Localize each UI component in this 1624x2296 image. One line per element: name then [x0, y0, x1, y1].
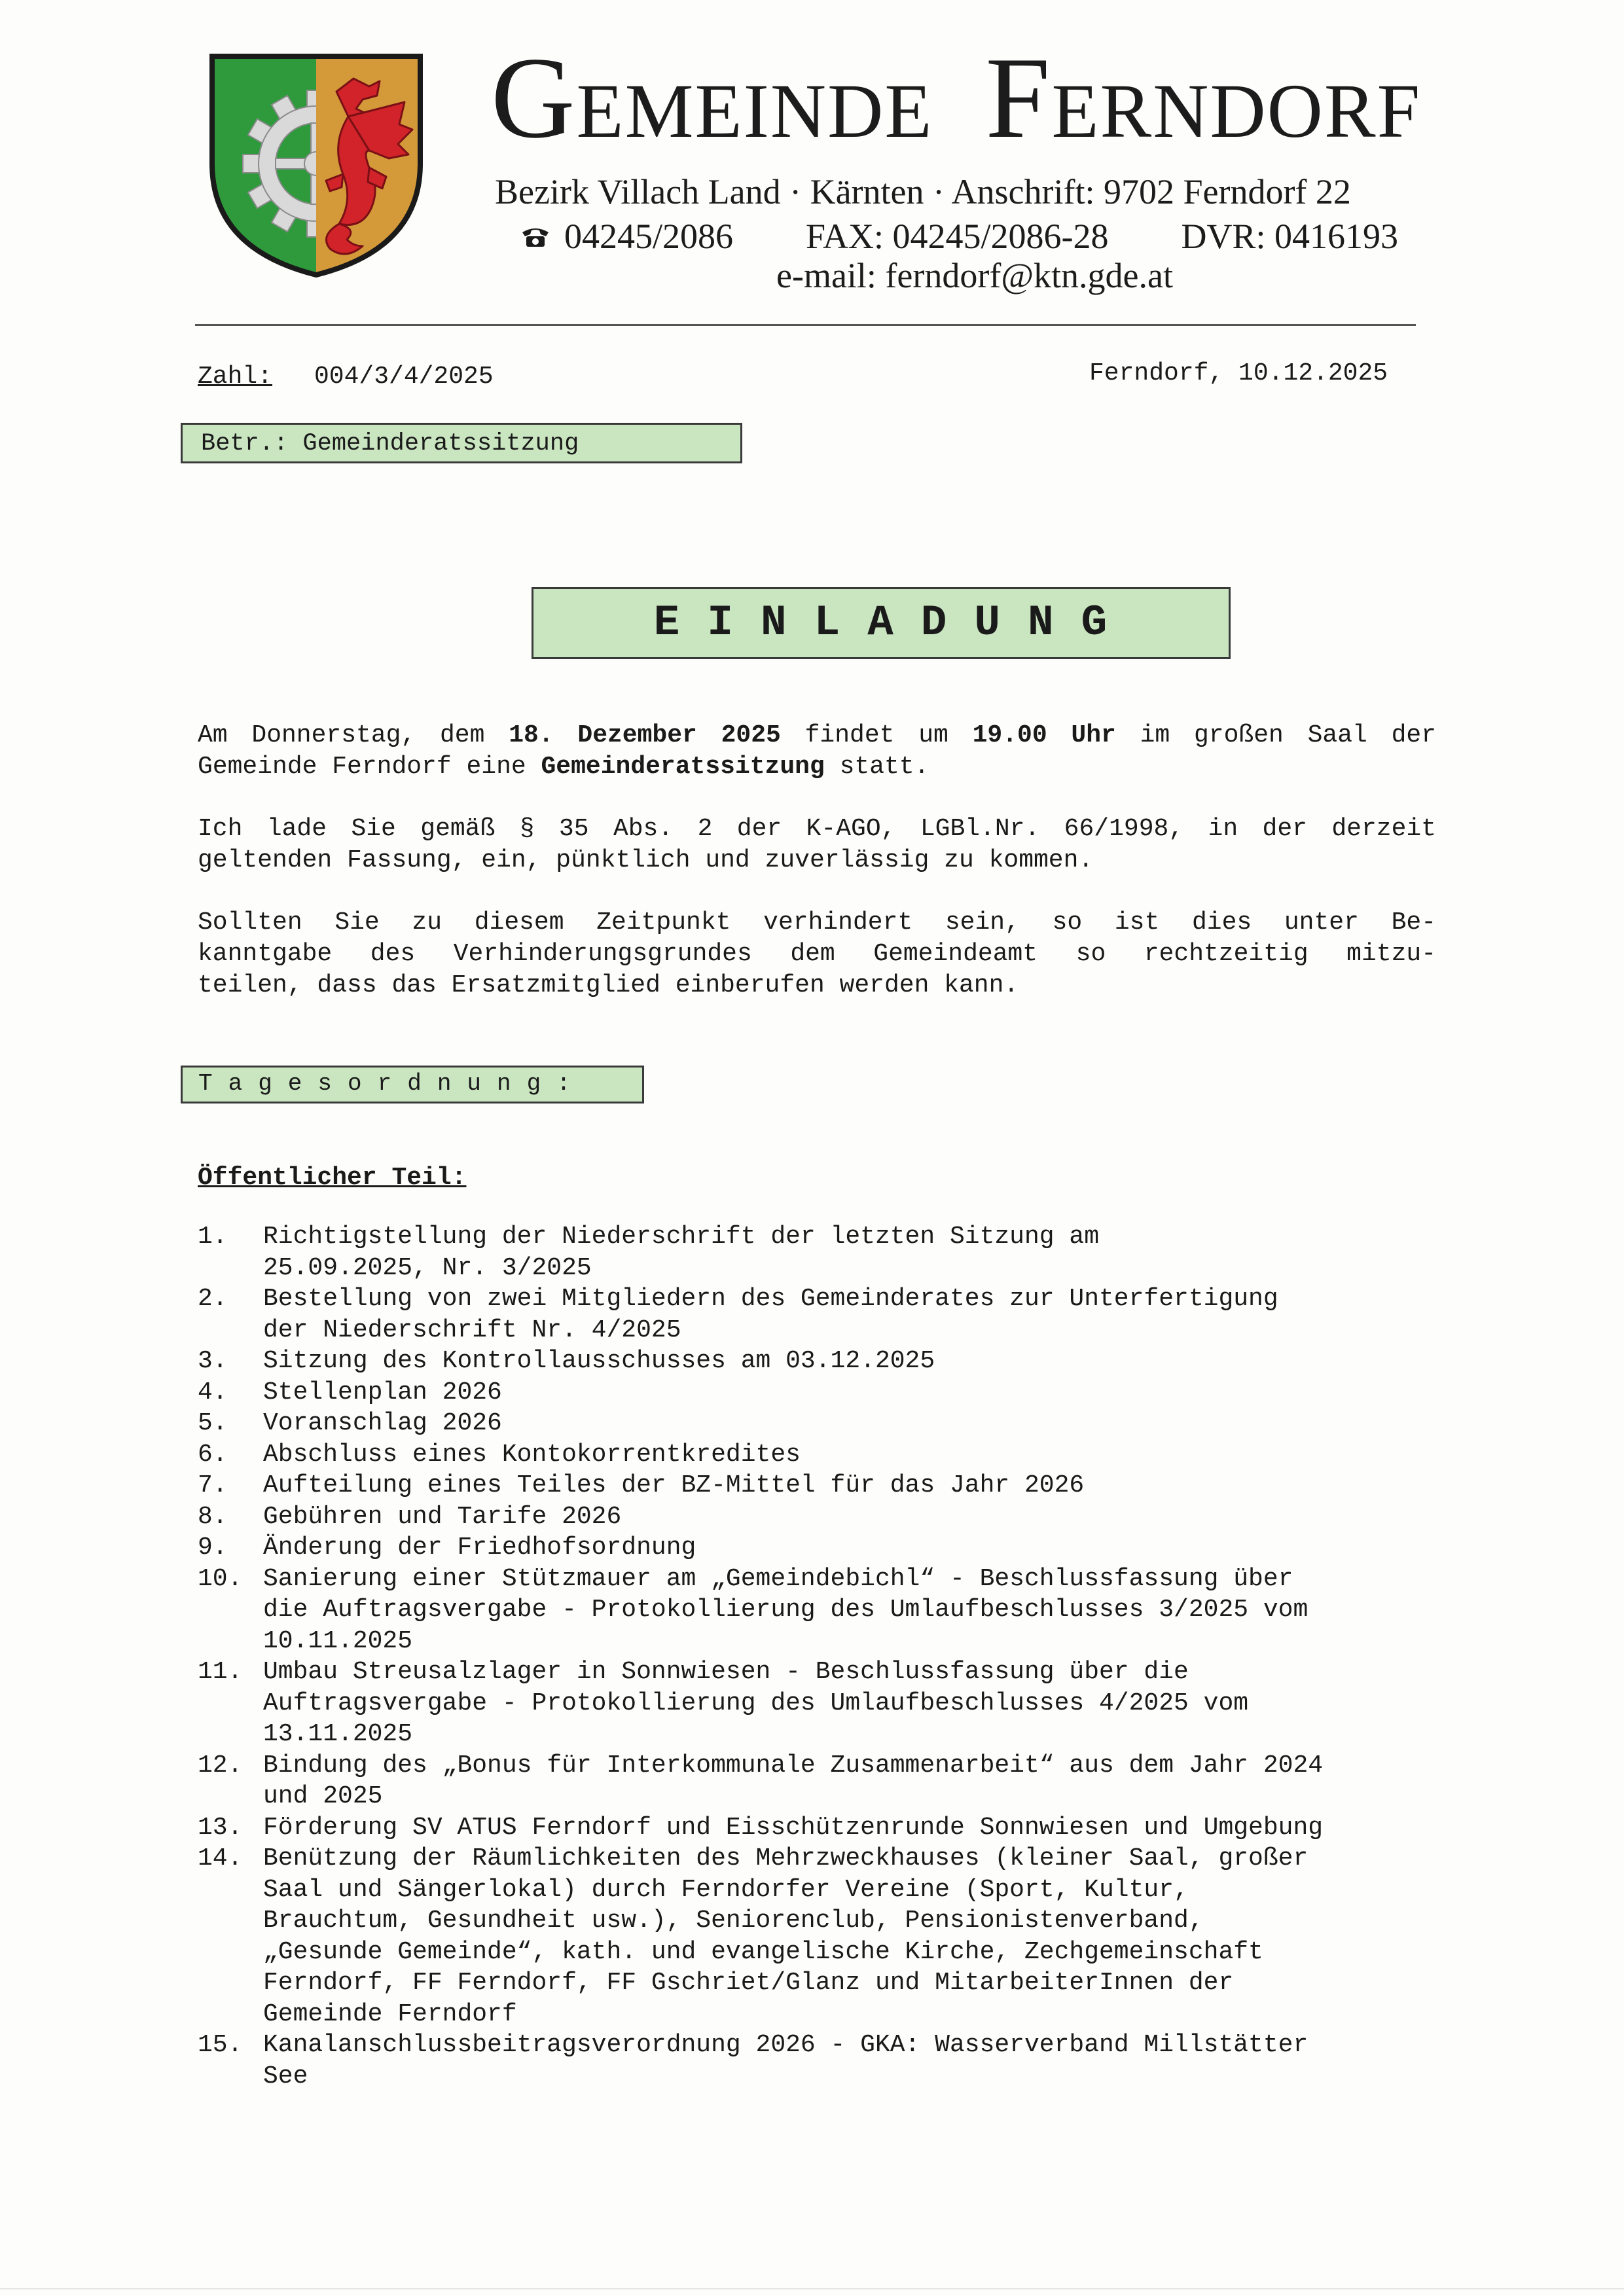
agenda-item-text: Änderung der Friedhofsordnung	[263, 1534, 696, 1562]
scan-edge	[0, 2288, 1624, 2289]
absence-line-1: Sollten Sie zu diesem Zeitpunkt verhindert sein, so ist dies unter Be-	[198, 908, 1436, 937]
agenda-item	[198, 1439, 1441, 1471]
agenda-item-number: 1.	[198, 1223, 228, 1251]
agenda-item-number: 5.	[198, 1409, 228, 1437]
agenda-item-number: 15.	[198, 2031, 243, 2059]
agenda-label-box: Tagesordnung:	[181, 1066, 644, 1103]
title-initial-g: G	[491, 33, 577, 162]
agenda-item-text: Gebühren und Tarife 2026	[263, 1502, 622, 1531]
reference-number: 004/3/4/2025	[314, 363, 494, 391]
title-initial-f: F	[985, 33, 1052, 162]
agenda-item-number: 7.	[198, 1471, 228, 1499]
agenda-item	[198, 1283, 1441, 1346]
agenda-item-number: 9.	[198, 1534, 228, 1562]
agenda-item	[198, 2030, 1441, 2092]
intro-paragraph	[198, 720, 1436, 783]
title-rest-ferndorf: ERNDORF	[1051, 68, 1422, 154]
absence-line-3: teilen, dass das Ersatzmitglied einberufen werden kann.	[198, 971, 1019, 999]
intro-text-c: findet um	[780, 721, 973, 749]
agenda-item	[198, 1843, 1441, 2030]
intro-text-e: im großen Saal der	[1115, 721, 1437, 749]
agenda-item	[198, 1377, 1441, 1408]
intro-text-f: Gemeinde Ferndorf eine	[198, 753, 541, 781]
agenda-item	[198, 1532, 1441, 1564]
fax-number: FAX: 04245/2086-28	[805, 217, 1109, 256]
intro-line-1	[198, 720, 1436, 751]
agenda-item-text: Bestellung von zwei Mitgliedern des Gemeinderates zur Unterfertigung der Niederschrift Nr. 4/2025	[263, 1285, 1278, 1344]
contact-line	[495, 216, 1398, 257]
intro-text-a: Am Donnerstag, dem	[198, 721, 509, 749]
legal-line-1: Ich lade Sie gemäß § 35 Abs. 2 der K-AGO, LGBl.Nr. 66/1998, in der derzeit	[198, 815, 1436, 843]
agenda-item-number: 4.	[198, 1378, 228, 1407]
agenda-item	[198, 1812, 1441, 1844]
agenda-item-text: Benützung der Räumlichkeiten des Mehrzweckhauses (kleiner Saal, großer Saal und Sängerlokal) durch Ferndorfer Vereine (Sport, Kultur, Brauchtum, Gesundheit usw.), Seniorenclub, Pensionistenverband, „Gesunde Gemeinde“, kath. und evangelische Kirche, Zechgemeinschaft Ferndorf, FF Ferndorf, FF Gschriet/Glanz und MitarbeiterInnen der Gemeinde Ferndorf	[263, 1844, 1308, 2028]
agenda-item	[198, 1564, 1441, 1657]
agenda-item-number: 10.	[198, 1564, 243, 1593]
email-address: e-mail: ferndorf@ktn.gde.at	[776, 256, 1173, 295]
public-section-heading: Öffentlicher Teil:	[198, 1164, 467, 1192]
legal-line-2: geltenden Fassung, ein, pünktlich und zuverlässig zu kommen.	[198, 846, 1094, 874]
agenda-item	[198, 1408, 1441, 1439]
agenda-item-text: Kanalanschlussbeitragsverordnung 2026 - GKA: Wasserverband Millstätter See	[263, 2031, 1308, 2090]
agenda-item-text: Voranschlag 2026	[263, 1409, 502, 1437]
agenda-item-text: Sitzung des Kontrollausschusses am 03.12.2025	[263, 1347, 935, 1375]
dvr-number: DVR: 0416193	[1181, 217, 1398, 256]
legal-basis-paragraph	[198, 814, 1436, 876]
subject-box: Betr.: Gemeinderatssitzung	[181, 423, 742, 463]
intro-text-h: statt.	[824, 753, 929, 781]
absence-notice-paragraph	[198, 907, 1436, 1001]
telephone-icon	[521, 224, 550, 248]
agenda-item-number: 3.	[198, 1347, 228, 1375]
agenda-item-text: Förderung SV ATUS Ferndorf und Eisschützenrunde Sonnwiesen und Umgebung	[263, 1813, 1324, 1842]
agenda-item-number: 2.	[198, 1285, 228, 1313]
agenda-item-number: 6.	[198, 1440, 228, 1469]
agenda-item-text: Aufteilung eines Teiles der BZ-Mittel für das Jahr 2026	[263, 1471, 1085, 1499]
agenda-item	[198, 1346, 1441, 1377]
agenda-item-text: Richtigstellung der Niederschrift der letzten Sitzung am 25.09.2025, Nr. 3/2025	[263, 1223, 1100, 1282]
title-rest-gemeinde: EMEINDE	[576, 68, 933, 154]
agenda-item-text: Bindung des „Bonus für Interkommunale Zusammenarbeit“ aus dem Jahr 2024 und 2025	[263, 1751, 1324, 1810]
agenda-item	[198, 1221, 1441, 1283]
agenda-item-number: 14.	[198, 1844, 243, 1873]
phone-number: 04245/2086	[564, 217, 734, 256]
agenda-item-text: Abschluss eines Kontokorrentkredites	[263, 1440, 801, 1469]
agenda-item-text: Stellenplan 2026	[263, 1378, 502, 1407]
agenda-item	[198, 1501, 1441, 1533]
agenda-item	[198, 1657, 1441, 1750]
phone-group	[495, 216, 733, 257]
address-line: Bezirk Villach Land · Kärnten · Anschrift: 9702 Ferndorf 22	[495, 172, 1351, 211]
coat-of-arms-emblem	[208, 52, 424, 278]
agenda-item-text: Umbau Streusalzlager in Sonnwiesen - Beschlussfassung über die Auftragsvergabe - Protokollierung des Umlaufbeschlusses 4/2025 vom 13.11.2025	[263, 1658, 1249, 1748]
agenda-item-number: 13.	[198, 1813, 243, 1842]
reference-label: Zahl:	[198, 363, 273, 391]
meeting-type: Gemeinderatssitzung	[541, 753, 825, 781]
meeting-time: 19.00 Uhr	[972, 721, 1116, 749]
agenda-list	[198, 1221, 1441, 2092]
header-divider	[195, 324, 1416, 326]
intro-line-2	[198, 751, 1436, 783]
agenda-item-text: Sanierung einer Stützmauer am „Gemeindebichl“ - Beschlussfassung über die Auftragsvergabe - Protokollierung des Umlaufbeschlusses 3/2025 vom 10.11.2025	[263, 1564, 1308, 1655]
municipality-title	[491, 33, 1434, 162]
agenda-item-number: 8.	[198, 1502, 228, 1531]
agenda-item	[198, 1750, 1441, 1812]
absence-line-2: kanntgabe des Verhinderungsgrundes dem Gemeindeamt so rechtzeitig mitzu-	[198, 940, 1436, 968]
agenda-item-number: 11.	[198, 1658, 243, 1686]
agenda-item-number: 12.	[198, 1751, 243, 1780]
agenda-item	[198, 1470, 1441, 1501]
place-and-date: Ferndorf, 10.12.2025	[1089, 359, 1388, 387]
meeting-date: 18. Dezember 2025	[509, 721, 781, 749]
invitation-heading: EINLADUNG	[532, 587, 1231, 659]
